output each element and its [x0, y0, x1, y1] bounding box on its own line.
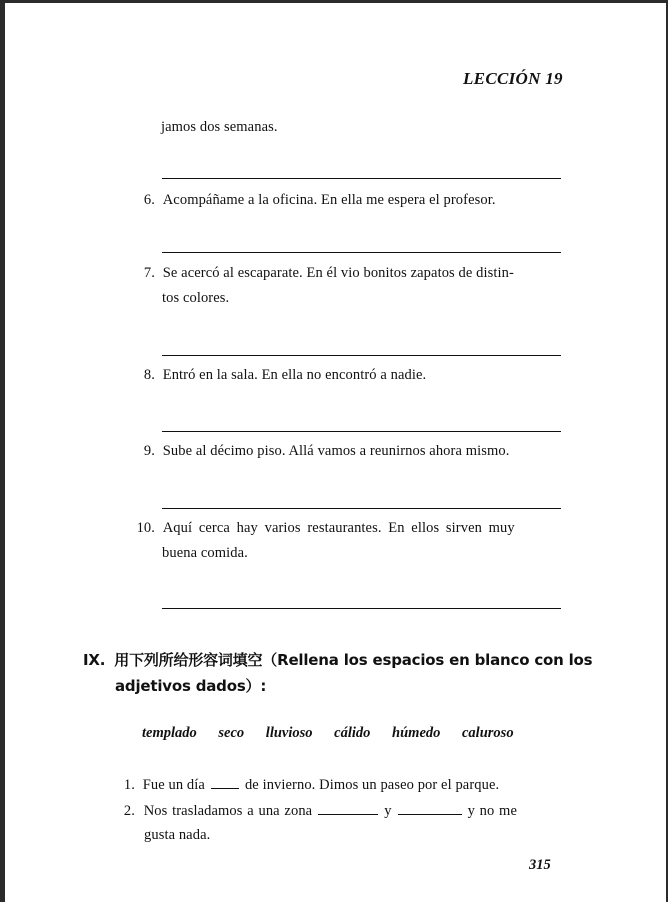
item-text-cont: tos colores. — [162, 290, 230, 306]
section-ix-heading — [83, 649, 592, 670]
section-title-cn: 用下列所给形容词填空 — [114, 651, 263, 669]
item-number: 2. — [123, 803, 135, 819]
exercise-text: y no me — [467, 803, 517, 819]
blank-field[interactable] — [318, 802, 378, 815]
item-text: Aquí cerca hay varios restaurantes. En ellos sirven muy — [162, 520, 515, 536]
blank-field[interactable] — [398, 802, 462, 815]
blank-field[interactable] — [211, 776, 239, 789]
item-number: 7. — [143, 265, 155, 281]
answer-line — [162, 608, 561, 609]
answer-line — [162, 178, 561, 179]
item-text: Se acercó al escaparate. En él vio bonitos zapatos de distin- — [162, 265, 514, 281]
exercise-text: Fue un día — [142, 777, 205, 793]
adjective-list — [142, 725, 514, 742]
adjective-word: cálido — [334, 725, 371, 741]
exercise-text: de invierno. Dimos un paseo por el parque. — [244, 777, 500, 793]
item-number: 9. — [143, 443, 155, 459]
exercise-item-6 — [135, 192, 496, 209]
item-number: 8. — [143, 367, 155, 383]
exercise-item-10 — [127, 520, 515, 537]
item-text: Sube al décimo piso. Allá vamos a reunirnos ahora mismo. — [162, 443, 510, 459]
page-number: 315 — [529, 857, 551, 873]
section-numeral: IX. — [83, 651, 106, 669]
answer-line — [162, 508, 561, 509]
document-page — [5, 3, 666, 902]
section-title-es: （Rellena los espacios en blanco con los — [262, 651, 593, 669]
adjective-word: húmedo — [392, 725, 441, 741]
exercise-item-9 — [135, 443, 509, 460]
continuation-text: jamos dos semanas. — [161, 119, 278, 135]
lesson-header: LECCIÓN 19 — [463, 69, 563, 88]
exercise-item-8 — [135, 367, 426, 384]
answer-line — [162, 431, 561, 432]
adjective-word: lluvioso — [265, 725, 313, 741]
item-text-cont: buena comida. — [162, 545, 248, 561]
item-text: Acompáñame a la oficina. En ella me espera el profesor. — [162, 192, 496, 208]
exercise-text: Nos trasladamos a una zona — [143, 803, 313, 819]
answer-line — [162, 355, 561, 356]
adjective-word: caluroso — [462, 725, 514, 741]
fill-exercise-1 — [117, 776, 499, 794]
answer-line — [162, 252, 561, 253]
item-number: 1. — [123, 777, 135, 793]
section-title-es-cont: adjetivos dados）: — [115, 677, 267, 695]
item-number: 10. — [136, 520, 155, 536]
adjective-word: seco — [218, 725, 245, 741]
item-text: Entró en la sala. En ella no encontró a nadie. — [162, 367, 427, 383]
item-number: 6. — [143, 192, 155, 208]
adjective-word: templado — [142, 725, 197, 741]
fill-exercise-2 — [117, 802, 517, 820]
exercise-text: y — [384, 803, 392, 819]
exercise-text-cont: gusta nada. — [144, 827, 211, 843]
exercise-item-7 — [135, 265, 514, 282]
